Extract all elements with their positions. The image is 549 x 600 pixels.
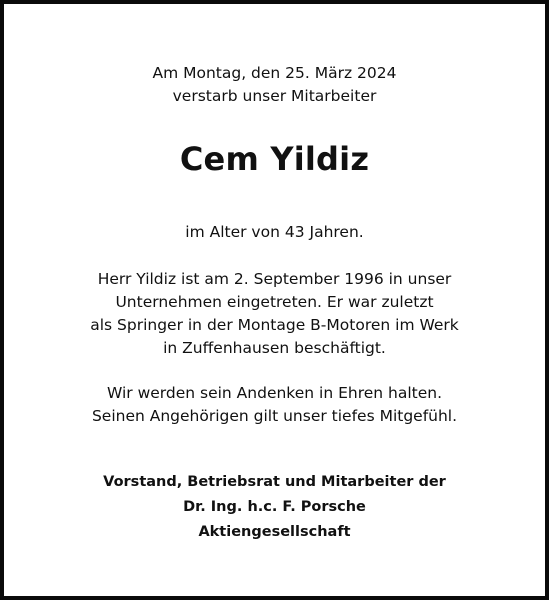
- signature-company-form: Aktiengesellschaft: [198, 524, 351, 540]
- deceased-name: Cem Yildiz: [179, 140, 370, 178]
- career-block: [8, 268, 541, 360]
- career-line: als Springer in der Montage B-Motoren im Werk: [90, 316, 459, 334]
- remembrance-line: Wir werden sein Andenken in Ehren halten.: [106, 384, 443, 402]
- intro-date-line: Am Montag, den 25. März 2024: [152, 64, 397, 82]
- age-line: im Alter von 43 Jahren.: [185, 223, 364, 241]
- intro-text-line: verstarb unser Mitarbeiter: [172, 87, 377, 105]
- career-line: in Zuffenhausen beschäftigt.: [163, 339, 386, 357]
- obituary-content: [8, 62, 541, 545]
- intro-block: [8, 62, 541, 108]
- career-line: Herr Yildiz ist am 2. September 1996 in unser: [97, 270, 452, 288]
- signature-block: [8, 470, 541, 545]
- remembrance-line: Seinen Angehörigen gilt unser tiefes Mitgefühl.: [91, 407, 458, 425]
- signature-company: Dr. Ing. h.c. F. Porsche: [183, 499, 366, 515]
- career-line: Unternehmen eingetreten. Er war zuletzt: [115, 293, 434, 311]
- remembrance-block: [8, 382, 541, 428]
- signature-line: Vorstand, Betriebsrat und Mitarbeiter der: [103, 474, 446, 490]
